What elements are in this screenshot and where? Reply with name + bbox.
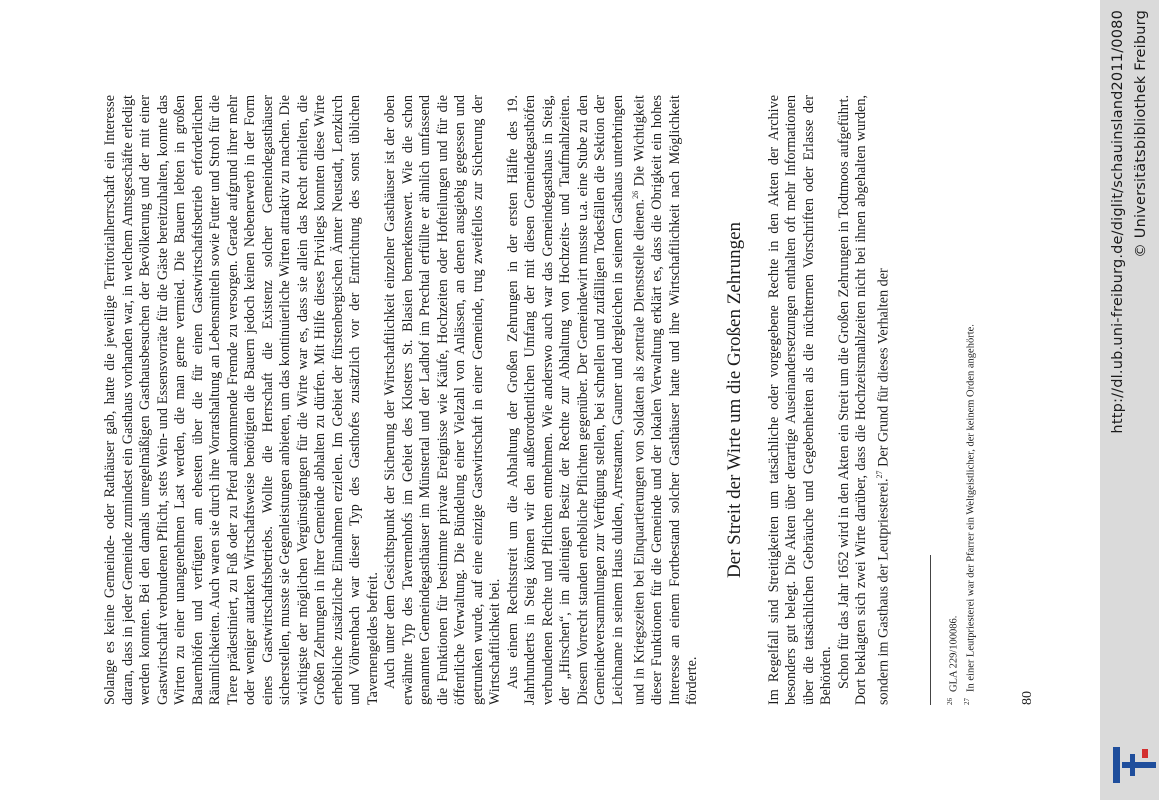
footnotes <box>944 95 977 705</box>
footnote-divider <box>930 555 931 705</box>
section-heading: Der Streit der Wirte um die Großen Zehrungen <box>723 221 745 579</box>
paragraph-5 <box>836 95 893 705</box>
footnote-number: 26 <box>946 698 954 705</box>
footnote-ref-27[interactable]: 27 <box>874 470 884 479</box>
logo-bar-blue-3 <box>1122 762 1156 768</box>
paragraph-4: Im Regelfall sind Streitigkeiten um tatsächliche oder vorgegebene Rechte in den Akten der Archive besonders gut belegt. Die Akten über derartige Auseinandersetzungen enthalten oft mehr Informationen über die tatsächlichen Gebräuche und Gegebenheiten als die nüchternen Vorschriften oder Erlasse der Behörden. <box>765 95 835 705</box>
copyright-notice: © Universitätsbibliothek Freiburg <box>1133 10 1149 258</box>
footnote-ref-26[interactable]: 26 <box>631 190 640 199</box>
logo-bar-red <box>1142 749 1148 758</box>
footnote-text: GLA 229/100086. <box>948 615 960 692</box>
paragraph-3-text: Aus einem Rechtsstreit um die Abhaltung der Großen Zehrungen in der ersten Hälfte des 19. Jahrhunderts in Steig können wir den außerordentlichen Umfang der mit diesen Gemeindegasthöfen verbundenen Rechte und Pflichten entnehmen. Wie anderswo auch war das Gemeindegasthaus in Steig, der „Hirschen“, im alleinigen Besitz der Rechte zur Abhaltung von Hochzeits- und Taufmahlzeiten. Diesem Vorrecht standen erhebliche Pflichten gegenüber. Der Gemeindewirt musste u.a. eine Stube zu den Gemeindeversammlungen zur Verfügung stellen, bei schnellen und zufälligen Todesfällen die Sektion der Leichname in seinem Haus dulden, Arrestanten, Gauner und dergleichen in seinem Gasthaus unterbringen und in Kriegszeiten bei Einquartierungen von Soldaten als zentrale Dienststelle dienen. <box>504 95 648 705</box>
paragraph-5-text-cont: Der Grund für dieses Verhalten der <box>875 268 892 471</box>
paragraph-3 <box>505 95 702 705</box>
paragraph-5-text: Schon für das Jahr 1652 wird in den Akten ein Streit um die Großen Zehrungen in Todtmoos aufgeführt. Dort beklagten sich zwei Wirte darüber, dass die Hochzeitsmahlzeiten nicht bei ihnen abgehalten wurden, sondern im Gasthaus der Leutpriesterei. <box>835 95 892 705</box>
footnote-26 <box>944 95 961 705</box>
paragraph-2: Auch unter dem Gesichtspunkt der Sicherung der Wirtschaftlichkeit einzelner Gasthäuser ist der oben erwähnte Typ des Tavernenhofs im Gebiet des Klosters St. Blasien bemerkenswert. Wie die schon genannten Gemeindegasthäuser im Münstertal und der Ladhof im Prechtal erfüllte er ähnlich umfassend die Funktionen für bestimmte private Ereignisse wie Käufe, Hochzeiten oder Hofteilungen und für die öffentliche Verwaltung. Die Bündelung einer Vielzahl von Anlässen, an denen ausgiebig gegessen und getrunken wurde, auf eine einzige Gastwirtschaft in einer Gemeinde, trug zweifellos zur Sicherung der Wirtschaftlichkeit bei. <box>382 95 503 705</box>
library-sidebar <box>1100 0 1159 800</box>
ub-freiburg-logo-icon <box>1110 745 1156 785</box>
logo-bar-blue-1 <box>1113 747 1120 783</box>
permalink-url[interactable]: http://dl.ub.uni-freiburg.de/diglit/schauinsland2011/0080 <box>1110 10 1126 434</box>
paragraph-3-text-cont: Die Wichtigkeit dieser Funktionen für die Gemeinde und der lokalen Verwaltung erklärt es, dass die Obrigkeit ein hohes Interesse an einem Fortbestand solcher Gasthäuser hatte und ihre Wirtschaftlichkeit nach Möglichkeit förderte. <box>631 95 701 705</box>
paragraph-1: Solange es keine Gemeinde- oder Rathäuser gab, hatte die jeweilige Territorialherrschaft ein Interesse daran, dass in jeder Gemeinde zumindest ein Gasthaus vorhanden war, in welchem Amtsgeschäfte erledigt werden konnten. Bei den damals unregelmäßigen Gasthausbesuchen der Bevölkerung und der mit einer Gastwirtschaft verbundenen Pflicht, stets Wein- und Essensvorräte für die Gäste bereitzuhalten, konnte das Wirten zu einer unangenehmen Last werden, die man gerne vermied. Die Bauern lebten in großen Bauernhöfen und verfügten am ehesten über die für einen Gastwirtschaftsbetrieb erforderlichen Räumlichkeiten. Auch waren sie durch ihre Vorratshaltung an Lebensmitteln sowie Futter und Stroh für die Tiere prädestiniert, zu Fuß oder zu Pferd ankommende Fremde zu versorgen. Gerade aufgrund ihrer mehr oder weniger autarken Wirtschaftsweise benötigten die Bauern jedoch keinen Nebenerwerb in der Form eines Gastwirtschaftsbetriebs. Wollte die Herrschaft die Existenz solcher Gemeindegasthäuser sicherstellen, musste sie Gegenleistungen anbieten, um das kontinuierliche Wirten attraktiv zu machen. Die wichtigste der möglichen Vergünstigungen für die Wirte war es, dass sie allein das Recht erhielten, die Großen Zehrungen in ihrer Gemeinde abhalten zu dürfen. Mit Hilfe dieses Privilegs konnten diese Wirte erhebliche zusätzliche Einnahmen erzielen. Im Gebiet der fürstenbergischen Ämter Neustadt, Lenzkirch und Vöhrenbach war dieser Typ des Gasthofes zusätzlich vor der Entrichtung des sonst üblichen Tavernengeldes befreit. <box>102 95 381 705</box>
body-text <box>102 95 893 705</box>
footnote-number: 27 <box>962 698 971 705</box>
page-number: 80 <box>1020 691 1035 705</box>
footnote-text: In einer Leutpriesterei war der Pfarrer ein Weltgeistlicher, der keinem Orden angehörte. <box>965 324 976 692</box>
footnote-27 <box>961 95 978 705</box>
sidebar-text <box>1100 0 1159 800</box>
